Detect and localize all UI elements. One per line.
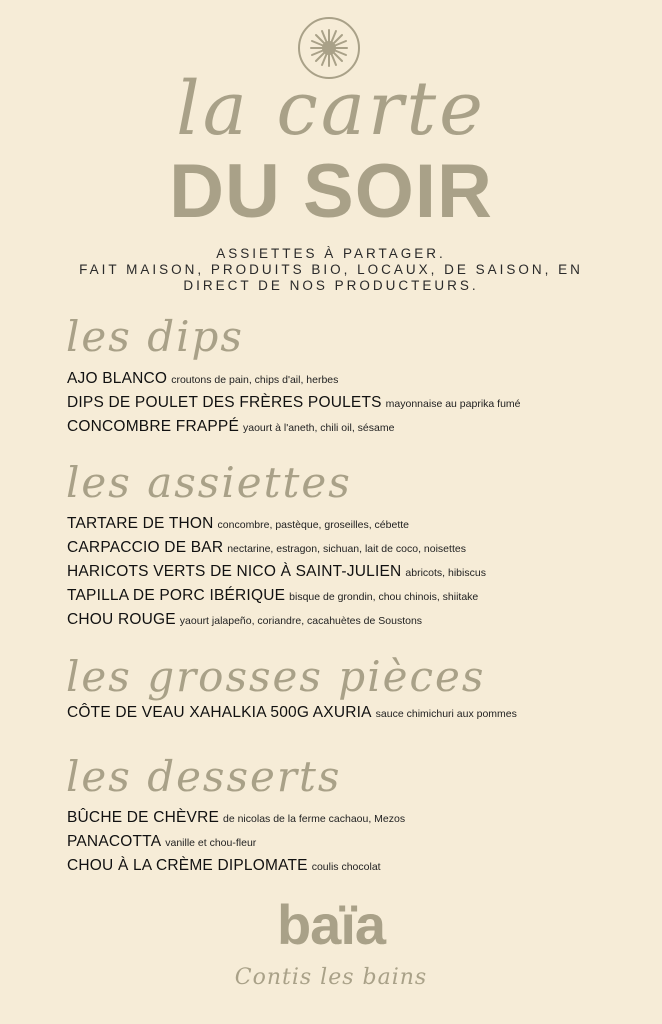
dish-desc: concombre, pastèque, groseilles, cébette [217,519,409,531]
dish-name: DIPS DE POULET DES FRÈRES POULETS [67,394,382,411]
section-title-grosses-pieces: les grosses pièces [66,652,486,701]
dish-desc: bisque de grondin, chou chinois, shiitake [289,591,479,603]
menu-item [67,366,647,390]
dish-name: CONCOMBRE FRAPPÉ [67,418,239,435]
menu-item [67,559,647,583]
section-items-dips [67,366,647,438]
dish-name: BÛCHE DE CHÈVRE [67,809,219,826]
dish-desc: abricots, hibiscus [405,567,486,579]
menu-item [67,607,647,631]
section-title-dips: les dips [66,312,244,361]
title-bold: DU SOIR [169,149,493,234]
dish-desc: croutons de pain, chips d'ail, herbes [171,374,339,386]
dish-name: CHOU ROUGE [67,611,176,628]
dish-name: HARICOTS VERTS DE NICO À SAINT-JULIEN [67,563,402,580]
dish-name: TARTARE DE THON [67,515,214,532]
intro-text [60,246,602,294]
menu-item [67,390,647,414]
menu-item [67,805,647,829]
dish-name: PANACOTTA [67,833,162,850]
intro-line: ASSIETTES À PARTAGER. [216,246,446,261]
dish-desc: nectarine, estragon, sichuan, lait de coco, noisettes [227,543,466,555]
section-title-desserts: les desserts [66,752,342,801]
dish-name: CÔTE DE VEAU XAHALKIA 500G AXURIA [67,704,372,721]
dish-name: AJO BLANCO [67,370,168,387]
section-items-grosses-pieces [67,700,647,724]
dish-desc: mayonnaise au paprika fumé [385,398,521,410]
section-title-assiettes: les assiettes [66,458,352,507]
section-items-desserts [67,805,647,877]
dish-name: CHOU À LA CRÈME DIPLOMATE [67,857,308,874]
title-script: la carte [176,66,486,152]
dish-name: TAPILLA DE PORC IBÉRIQUE [67,587,286,604]
section-items-assiettes [67,511,647,631]
dish-desc: yaourt à l'aneth, chili oil, sésame [243,422,395,434]
menu-item [67,700,647,724]
menu-item [67,583,647,607]
brand-logo: baïa [276,893,386,956]
dish-desc: vanille et chou-fleur [165,837,257,849]
menu-item [67,414,647,438]
dish-desc: yaourt jalapeño, coriandre, cacahuètes de Soustons [179,615,423,627]
menu-item [67,853,647,877]
dish-name: CARPACCIO DE BAR [67,539,224,556]
brand-subtitle: Contis les bains [234,965,428,990]
menu-item [67,829,647,853]
dish-desc: coulis chocolat [311,861,381,873]
intro-line: DIRECT DE NOS PRODUCTEURS. [183,278,479,293]
dish-desc: sauce chimichuri aux pommes [375,708,517,720]
intro-line: FAIT MAISON, PRODUITS BIO, LOCAUX, DE SAISON, EN [79,262,583,277]
menu-item [67,511,647,535]
dish-desc: de nicolas de la ferme cachaou, Mezos [223,813,406,825]
menu-item [67,535,647,559]
